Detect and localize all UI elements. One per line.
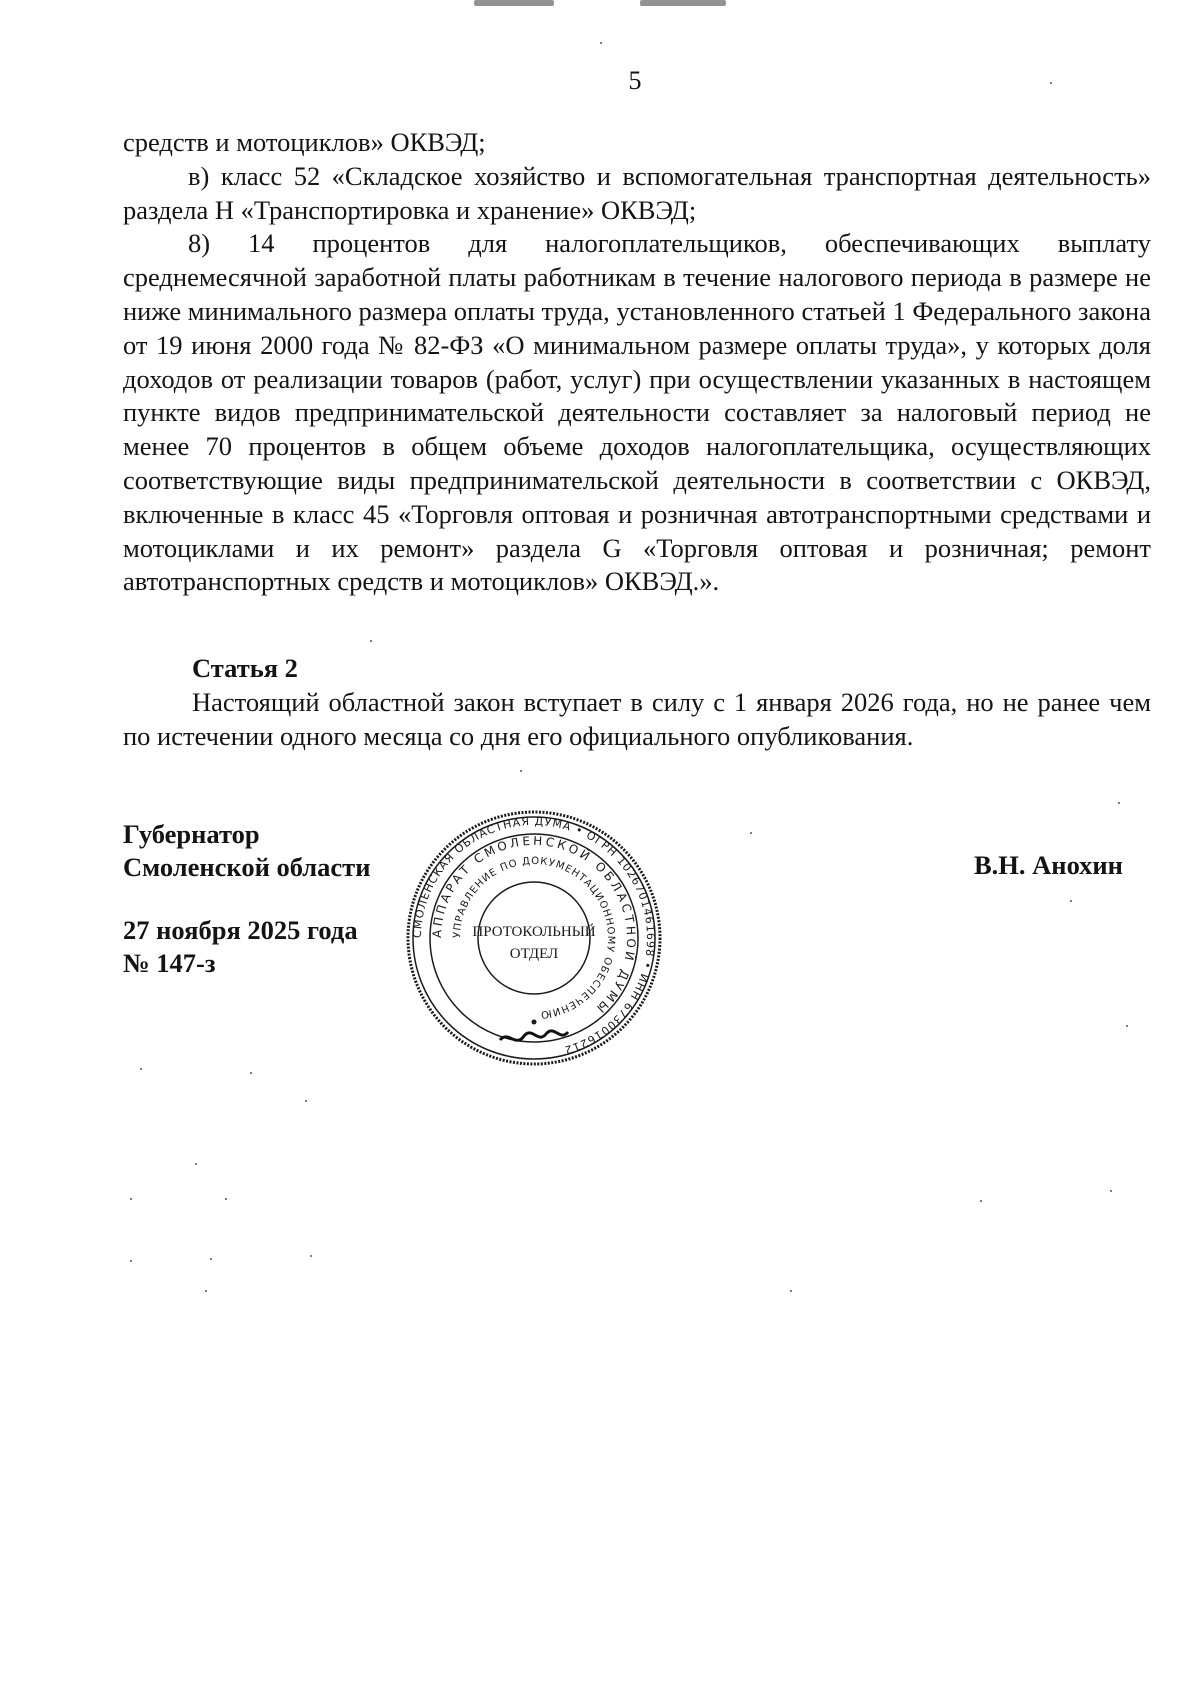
- official-seal: [404, 808, 664, 1068]
- scan-smudge-left: [474, 0, 554, 6]
- law-number: № 147-з: [123, 948, 216, 978]
- scan-speck: [195, 1163, 197, 1165]
- scan-speck: [130, 1198, 132, 1200]
- paragraph-continuation: средств и мотоциклов» ОКВЭД;: [123, 127, 486, 157]
- scan-speck: [1118, 802, 1120, 804]
- scan-speck: [205, 1290, 207, 1292]
- article-text: Настоящий областной закон вступает в силу с 1 января 2026 года, но не ранее чем по истечении одного месяца со дня его официального опубликования.: [123, 687, 1151, 751]
- scan-speck: [310, 1255, 312, 1257]
- scan-speck: [1110, 1190, 1112, 1192]
- signer-position-line1: Губернатор: [123, 819, 260, 849]
- scan-speck: [1050, 82, 1052, 84]
- paragraph-item-v: в) класс 52 «Складское хозяйство и вспомогательная транспортная деятельность» раздела H «Транспортировка и хранение» ОКВЭД;: [123, 160, 1151, 225]
- scan-speck: [750, 832, 752, 834]
- scan-speck: [520, 770, 522, 772]
- scan-speck: [370, 640, 372, 642]
- scan-speck: [600, 42, 602, 44]
- seal-middle-text: АППАРАТ СМОЛЕНСКОЙ ОБЛАСТНОЙ ДУМЫ: [429, 833, 639, 1018]
- seal-center-line2: ОТДЕЛ: [509, 946, 559, 962]
- scan-speck: [225, 1198, 227, 1200]
- scan-speck: [140, 1068, 142, 1070]
- seal-center-line1: ПРОТОКОЛЬНЫЙ: [472, 924, 596, 940]
- date-block: [123, 914, 358, 980]
- seal-outer-text: СМОЛЕНСКАЯ ОБЛАСТНАЯ ДУМА • ОГРН 1026701461698 • ИНН 6730016212: [410, 814, 658, 1057]
- body-text: [123, 126, 1151, 599]
- page-number: 5: [628, 66, 642, 95]
- scan-speck: [790, 1290, 792, 1292]
- signer-position-line2: Смоленской области: [123, 852, 371, 882]
- article-title: Статья 2: [192, 653, 298, 683]
- scan-speck: [130, 1260, 132, 1262]
- paragraph-item-8: 8) 14 процентов для налогоплательщиков, обеспечивающих выплату среднемесячной заработной платы работникам в течение налогового периода в размере не ниже минимального размера оплаты труда, установленного статьей 1 Федерального закона от 19 июня 2000 года № 82-ФЗ «О минимальном размере оплаты труда», у которых доля доходов от реализации товаров (работ, услуг) при осуществлении указанных в настоящем пункте видов предпринимательской деятельности составляет за налоговый период не менее 70 процентов в общем объеме доходов налогоплательщика, осуществляющих соответствующие виды предпринимательской деятельности в соответствии с ОКВЭД, включенные в класс 45 «Торговля оптовая и розничная автотранспортными средствами и мотоциклами и их ремонт» раздела G «Торговля оптовая и розничная; ремонт автотранспортных средств и мотоциклов» ОКВЭД.».: [123, 228, 1151, 597]
- scan-speck: [980, 1200, 982, 1202]
- signer-name: В.Н. Анохин: [974, 850, 1123, 880]
- seal-star-dot: [532, 1020, 537, 1025]
- signature-block: [123, 818, 370, 884]
- scan-speck: [305, 1100, 307, 1102]
- seal-inner-text: УПРАВЛЕНИЕ ПО ДОКУМЕНТАЦИОННОМУ ОБЕСПЕЧЕНИЮ: [451, 855, 617, 1020]
- scan-speck: [1070, 900, 1072, 902]
- scan-speck: [250, 1072, 252, 1074]
- law-date: 27 ноября 2025 года: [123, 915, 358, 945]
- scan-speck: [210, 1258, 212, 1260]
- scan-speck: [1126, 1025, 1128, 1027]
- scan-smudge-right: [640, 0, 726, 6]
